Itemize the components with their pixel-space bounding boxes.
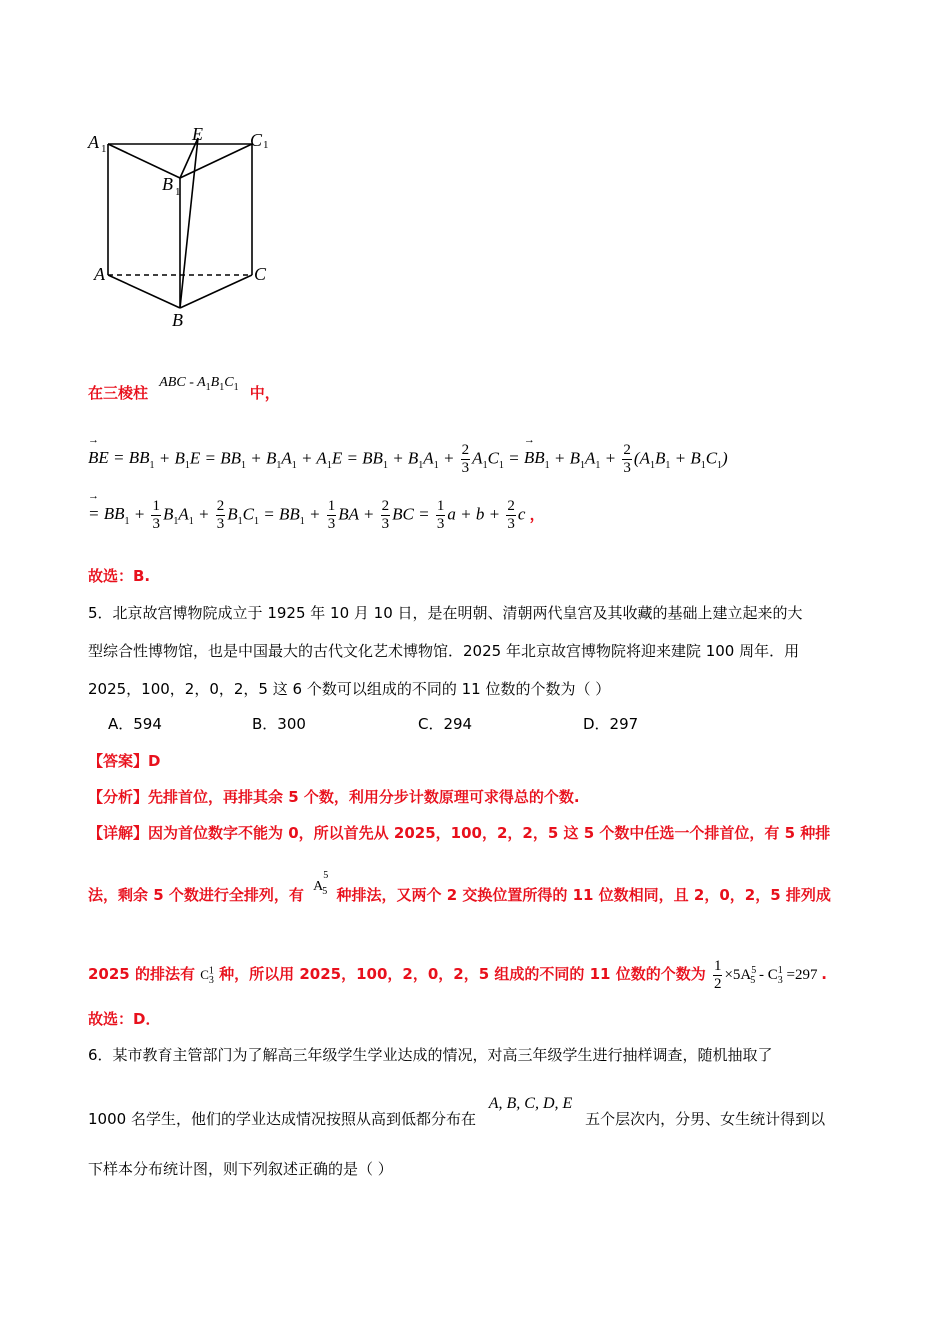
edge-b1c1	[180, 144, 252, 178]
q5-stem-line3: 2025，100，2，0，2，5 这 6 个数可以组成的不同的 11 位数的个数为（ ）	[88, 680, 611, 698]
sol4-conclusion: 故选：B.	[88, 567, 151, 585]
svg-text:1: 1	[263, 139, 269, 151]
edge-bc	[180, 275, 252, 308]
q6-line3: 下样本分布统计图，则下列叙述正确的是（ ）	[88, 1160, 393, 1178]
sol4-intro: 在三棱柱 ABC - $A_1B_1C_1$ 中，	[88, 375, 280, 402]
q6-line2: 1000 名学生，他们的学业达成情况按照从高到低都分布在 A, B, C, D, E 五个层次内，分男、女生统计得到以	[88, 1095, 826, 1128]
q5-option-c[interactable]: C．294	[418, 715, 473, 733]
label-b: B	[172, 310, 183, 330]
prism-figure	[80, 120, 300, 335]
q5-conclusion: 故选：D．	[88, 1010, 161, 1028]
label-b1: B	[162, 174, 173, 194]
q5-answer: 【答案】D	[88, 752, 161, 770]
label-e: E	[192, 124, 203, 144]
label-c: C	[254, 264, 267, 284]
svg-text:1: 1	[101, 143, 107, 155]
q5-option-a[interactable]: A．594	[108, 715, 162, 733]
edge-ab	[108, 275, 180, 308]
sol4-line1: → BE = $BB_1 + B_1E = BB_1 + B_1A_1 + A_1E = BB_1 + B_1A_1$ + $\frac{2}{3}$ $A_1C_1$ = → $BB_1 + B_1A_1$ + $\frac{2}{3}$ $(A_1B_1 + B_1C_1)$	[88, 442, 728, 477]
q5-option-d[interactable]: D．297	[583, 715, 639, 733]
q6-line1: 6．某市教育主管部门为了解高三年级学生学业达成的情况，对高三年级学生进行抽样调查，随机抽取了	[88, 1046, 773, 1064]
edge-a1b1	[108, 144, 180, 178]
q5-detail-line3: 2025 的排法有 $C^1_3$ 种，所以用 2025，100，2，0，2，5 组成的不同的 11 位数的个数为 $\frac{1}{2}$ $\times 5A^5_5 - C^1_3 =297$ .	[88, 958, 827, 992]
svg-text:1: 1	[175, 186, 181, 198]
q5-analysis: 【分析】先排首位，再排其余 5 个数，利用分步计数原理可求得总的个数.	[88, 788, 580, 806]
label-a1: A	[88, 132, 99, 152]
sol4-line2: → = $BB_1$ + $\frac{1}{3}$ $B_1A_1$ + $\frac{2}{3}$ $B_1C_1 = BB_1$ + $\frac{1}{3}$ BA + $\frac{2}{3}$ BC = $\frac{1}{3}$ a + b + $\frac{2}{3}$ c ，	[88, 498, 545, 533]
q5-stem-line2: 型综合性博物馆，也是中国最大的古代文化艺术博物馆．2025 年北京故宫博物院将迎来建院 100 周年．用	[88, 642, 800, 660]
edge-be	[180, 138, 198, 308]
label-c1: C	[250, 130, 263, 150]
q5-option-b[interactable]: B．300	[252, 715, 306, 733]
label-a: A	[94, 264, 105, 284]
q5-detail-line2: 法，剩余 5 个数进行全排列，有 $A^5_5$ 种排法，又两个 2 交换位置所得的 11 位数相同，且 2，0，2，5 排列成	[88, 870, 831, 904]
q5-detail-line1: 【详解】因为首位数字不能为 0，所以首先从 2025，100，2，2，5 这 5 个数中任选一个排首位，有 5 种排	[88, 824, 831, 842]
q5-stem-line1: 5．北京故宫博物院成立于 1925 年 10 月 10 日，是在明朝、清朝两代皇宫及其收藏的基础上建立起来的大	[88, 604, 803, 622]
